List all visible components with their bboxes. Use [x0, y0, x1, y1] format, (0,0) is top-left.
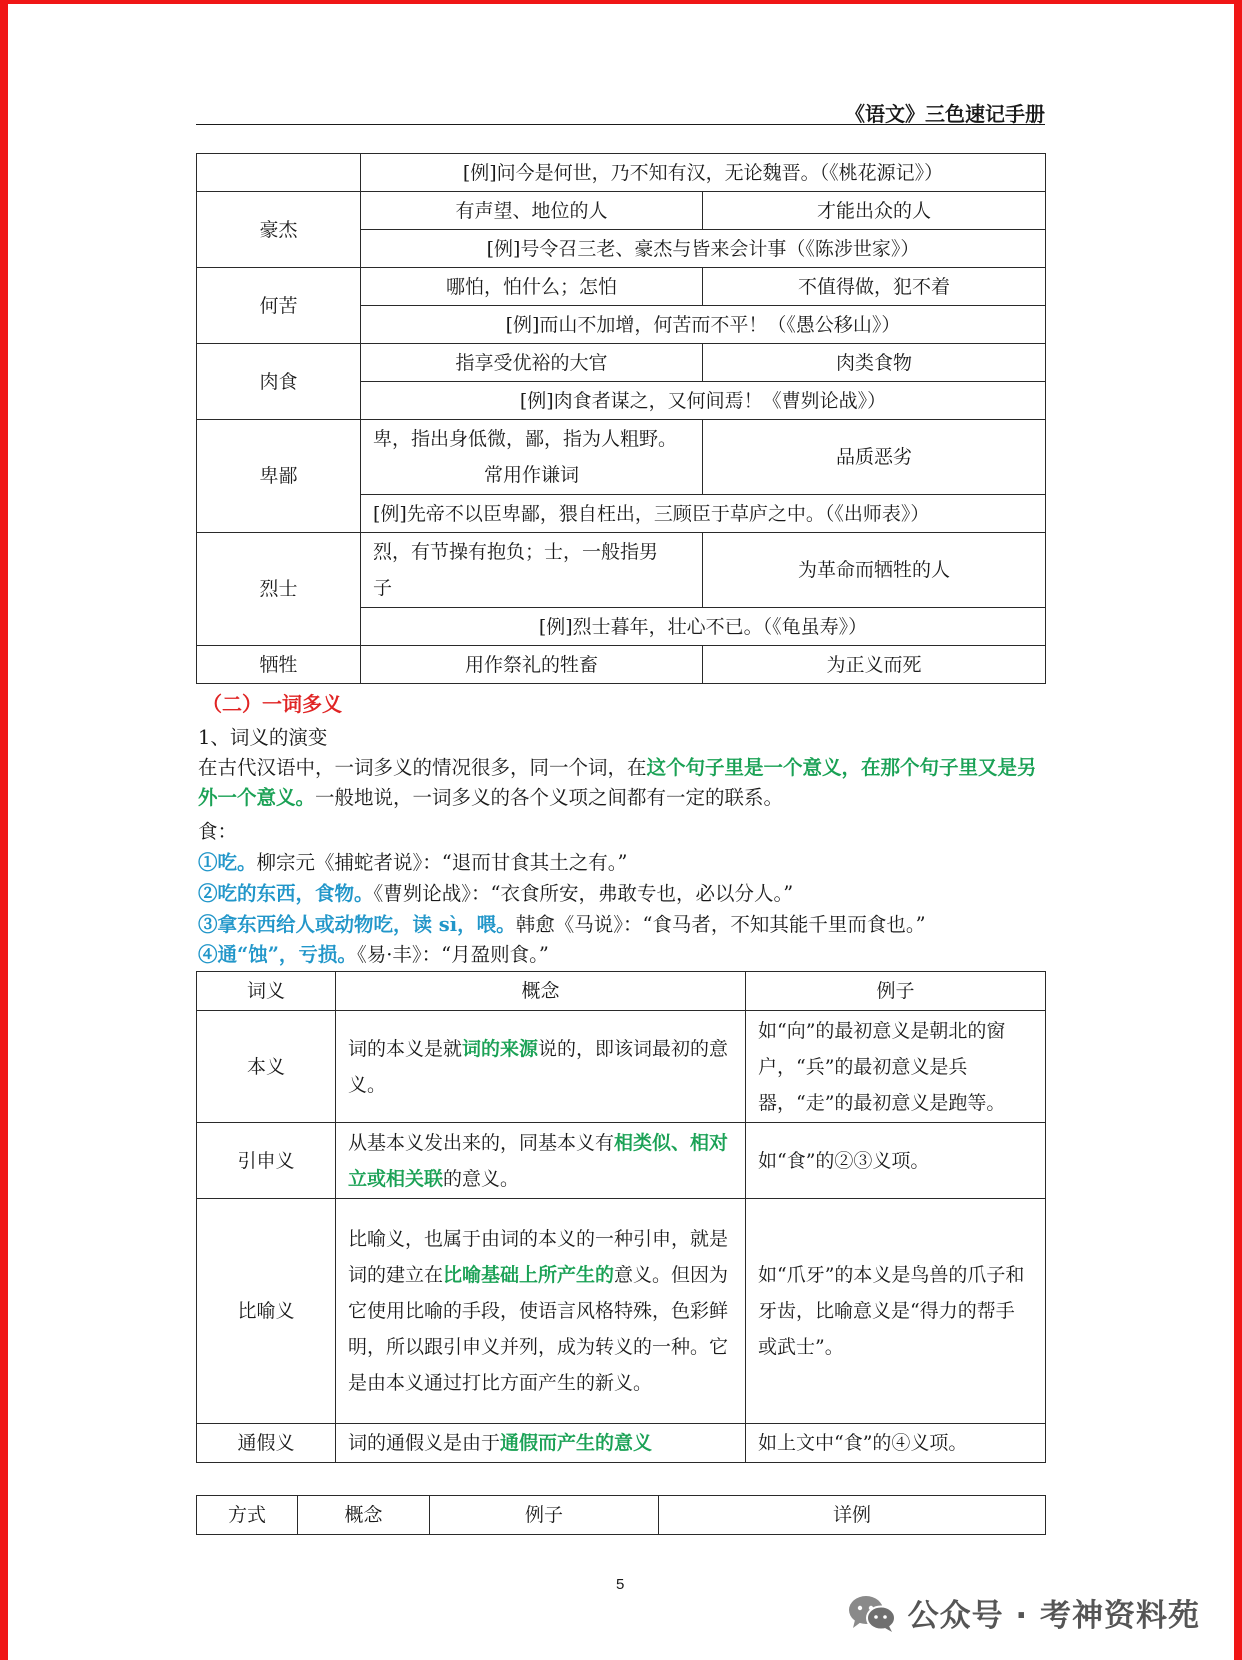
word-cell: 豪杰 — [197, 192, 361, 268]
table-header-row — [197, 1496, 1046, 1535]
ancient-line-1: 烈，有节操有抱负；士，一般指男 — [373, 541, 659, 563]
concept-cell — [336, 1424, 746, 1463]
concept-highlight: 比喻基础上所产生的 — [443, 1264, 615, 1286]
method-table — [196, 1495, 1046, 1535]
concept-highlight: 词的来源 — [462, 1037, 539, 1060]
top-border — [0, 0, 1242, 4]
intro-highlight: 这个句子里是一个意义，在那个句子里又是另外一个意义。 — [198, 756, 1037, 809]
ancient-meaning-cell — [361, 420, 703, 495]
modern-meaning-cell: 为正义而死 — [703, 646, 1046, 684]
word-cell: 肉食 — [197, 344, 361, 420]
table-row — [197, 192, 1046, 230]
modern-meaning-cell: 为革命而牺牲的人 — [703, 533, 1046, 608]
ancient-meaning-cell — [361, 533, 703, 608]
ancient-meaning-cell: 哪怕，怕什么；怎怕 — [361, 268, 703, 306]
type-name-cell: 引申义 — [197, 1123, 336, 1199]
concept-cell — [336, 1123, 746, 1199]
table-row — [197, 646, 1046, 684]
concept-highlight: 通假而产生的意义 — [500, 1432, 653, 1454]
example-cell: [例]烈士暮年，壮心不已。（《龟虽寿》） — [361, 608, 1046, 646]
sense-meaning: ④通“蚀”，亏损。 — [198, 943, 357, 966]
sense-source: 《曹刿论战》：“衣食所安，弗敢专也，必以分人。” — [373, 882, 794, 905]
watermark-text: 公众号 · 考神资料苑 — [907, 1598, 1200, 1634]
concept-text: 意义。但因为它使用比喻的手段，使语言风格特殊，色彩鲜明，所以跟引申义并列，成为转义的一种。它是由本义通过打比方面产生的新义。 — [348, 1264, 729, 1394]
wechat-icon — [846, 1593, 898, 1633]
modern-meaning-cell: 不值得做，犯不着 — [703, 268, 1046, 306]
word-cell: 牺牲 — [197, 646, 361, 684]
concept-text: 词的通假义是由于 — [348, 1432, 501, 1454]
word-cell — [197, 154, 361, 192]
section-title: （二）一词多义 — [202, 692, 342, 716]
table-header-row — [197, 972, 1046, 1011]
example-cell: 如“向”的最初意义是朝北的窗户，“兵”的最初意义是兵器，“走”的最初意义是跑等。 — [746, 1011, 1046, 1123]
intro-paragraph — [198, 753, 1048, 813]
table-row — [197, 1011, 1046, 1123]
example-cell: [例]问今是何世，乃不知有汉，无论魏晋。（《桃花源记》） — [361, 154, 1046, 192]
word-label: 食： — [198, 820, 238, 843]
example-cell: [例]号令召三老、豪杰与皆来会计事（《陈涉世家》） — [361, 230, 1046, 268]
modern-meaning-cell: 肉类食物 — [703, 344, 1046, 382]
table-row — [197, 1199, 1046, 1424]
ancient-meaning-cell: 用作祭礼的牲畜 — [361, 646, 703, 684]
ancient-meaning-cell: 有声望、地位的人 — [361, 192, 703, 230]
sense-meaning: ③拿东西给人或动物吃，读 sì，喂。 — [198, 913, 516, 936]
type-name-cell: 本义 — [197, 1011, 336, 1123]
concept-cell — [336, 1011, 746, 1123]
ancient-line-2: 常用作谦词 — [483, 464, 579, 486]
example-cell: 如“爪牙”的本义是鸟兽的爪子和牙齿，比喻意义是“得力的帮手或武士”。 — [746, 1199, 1046, 1424]
left-border — [0, 0, 8, 1660]
table-row — [197, 533, 1046, 608]
sense-source: 《易·丰》：“月盈则食。” — [356, 943, 549, 966]
header-cell: 详例 — [659, 1496, 1046, 1535]
header-cell: 方式 — [197, 1496, 298, 1535]
sense-meaning: ②吃的东西，食物。 — [198, 882, 374, 905]
header-cell: 词义 — [197, 972, 336, 1011]
concept-text: 比喻义，也属于由词的本义的一种引申，就是词的建立在 — [348, 1228, 729, 1286]
table-row — [197, 1123, 1046, 1199]
header-rule — [196, 124, 1045, 125]
type-name-cell: 比喻义 — [197, 1199, 336, 1424]
modern-meaning-cell: 品质恶劣 — [703, 420, 1046, 495]
concept-highlight: 相类似、相对立或相关联 — [348, 1131, 729, 1190]
modern-meaning-cell: 才能出众的人 — [703, 192, 1046, 230]
concept-text: 说的，即该词最初的意义。 — [348, 1037, 729, 1096]
example-cell: [例]先帝不以臣卑鄙，猥自枉出，三顾臣于草庐之中。（《出师表》） — [361, 495, 1046, 533]
example-cell: 如上文中“食”的④义项。 — [746, 1424, 1046, 1463]
table-row — [197, 420, 1046, 495]
sense-line — [198, 910, 1048, 940]
example-cell: 如“食”的②③义项。 — [746, 1123, 1046, 1199]
sense-line — [198, 940, 1048, 970]
word-cell: 卑鄙 — [197, 420, 361, 533]
word-meaning-table — [196, 153, 1046, 684]
header-cell: 例子 — [746, 972, 1046, 1011]
example-cell: [例]肉食者谋之，又何间焉！《曹刿论战》） — [361, 382, 1046, 420]
concept-cell — [336, 1199, 746, 1424]
example-cell: [例]而山不加增，何苦而不平！（《愚公移山》） — [361, 306, 1046, 344]
concept-text: 的意义。 — [443, 1167, 520, 1190]
sense-line — [198, 848, 1048, 878]
word-cell: 烈士 — [197, 533, 361, 646]
word-cell: 何苦 — [197, 268, 361, 344]
table-row — [197, 154, 1046, 192]
ancient-line-1: 卑，指出身低微，鄙，指为人粗野。 — [373, 428, 678, 450]
header-title: 《语文》三色速记手册 — [845, 102, 1045, 126]
concept-text: 从基本义发出来的，同基本义有 — [348, 1131, 615, 1154]
sense-line — [198, 879, 1048, 909]
header-cell: 例子 — [430, 1496, 659, 1535]
meaning-type-table — [196, 971, 1046, 1463]
table-row — [197, 268, 1046, 306]
subtitle: 1、词义的演变 — [198, 726, 328, 749]
watermark — [846, 1590, 1200, 1635]
ancient-meaning-cell: 指享受优裕的大官 — [361, 344, 703, 382]
intro-text: 一般地说，一词多义的各个义项之间都有一定的联系。 — [315, 786, 784, 809]
concept-text: 词的本义是就 — [348, 1037, 463, 1060]
table-row — [197, 344, 1046, 382]
type-name-cell: 通假义 — [197, 1424, 336, 1463]
page-number: 5 — [616, 1576, 625, 1593]
right-border — [1234, 0, 1242, 1660]
sense-source: 柳宗元《捕蛇者说》：“退而甘食其土之有。” — [256, 851, 628, 874]
sense-source: 韩愈《马说》：“食马者，不知其能千里而食也。” — [515, 913, 926, 936]
sense-meaning: ①吃。 — [198, 851, 257, 874]
ancient-line-2: 子 — [373, 577, 393, 599]
intro-text: 在古代汉语中，一词多义的情况很多，同一个词，在 — [198, 756, 647, 779]
header-cell: 概念 — [336, 972, 746, 1011]
header-cell: 概念 — [298, 1496, 430, 1535]
table-row — [197, 1424, 1046, 1463]
